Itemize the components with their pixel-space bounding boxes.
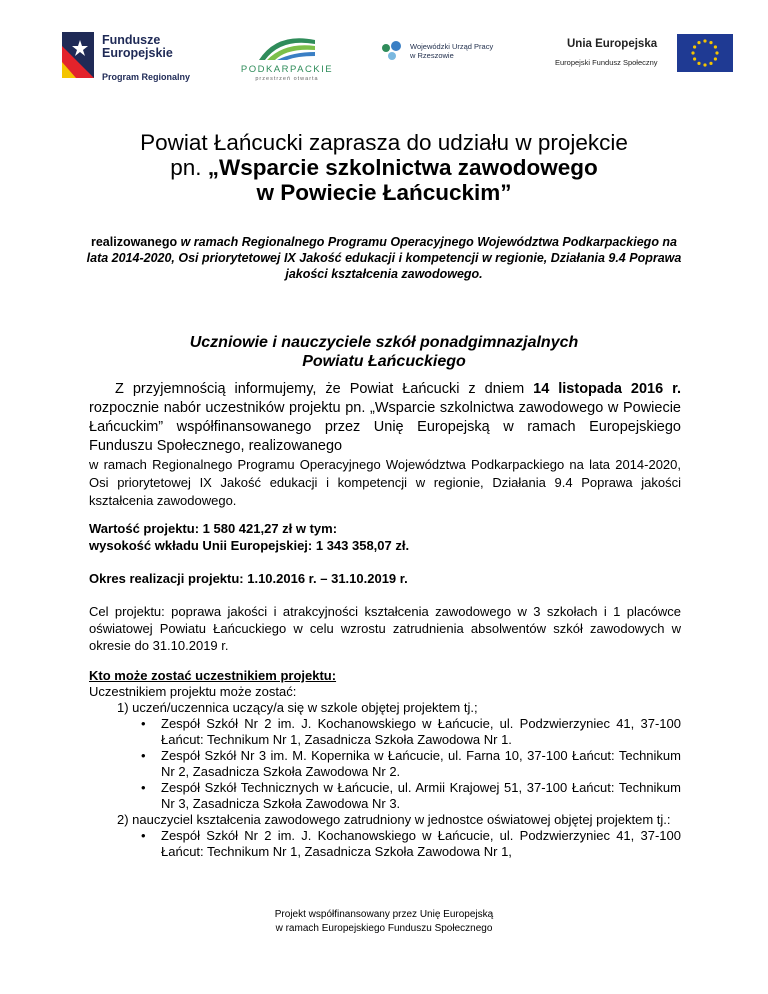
podkarpackie-name: PODKARPACKIE [240, 64, 334, 75]
fundusze-europejskie-logo [62, 28, 232, 88]
program-subtitle: realizowanego w ramach Regionalnego Programu Operacyjnego Województwa Podkarpackiego na lata 2014-2020, Osi priorytetowej IX Jakość edukacji i kompetencji w regionie, Działania 9.4 Poprawa jakości kształcenia zawodowego. [86, 235, 682, 281]
list-item: • Zespół Szkół Nr 2 im. J. Kochanowskiego w Łańcucie, ul. Podzwierzyniec 41, 37-100 Łańcut: Technikum Nr 1, Zasadnicza Szkoła Zawodowa Nr 1, [89, 828, 681, 860]
teachers-school-list [89, 828, 681, 860]
podkarpackie-hills-icon [257, 30, 317, 62]
list-item: • Zespół Szkół Nr 2 im. J. Kochanowskiego w Łańcucie, ul. Podzwierzyniec 41, 37-100 Łańcut: Technikum Nr 1, Zasadnicza Szkoła Zawodowa Nr 1. [89, 716, 681, 748]
ue-title: Unia Europejska [567, 38, 658, 50]
wup-logo [378, 36, 508, 76]
logo-bar [0, 22, 768, 92]
page-footer: Projekt współfinansowany przez Unię Europejską w ramach Europejskiego Funduszu Społecznego [274, 909, 494, 934]
fe-subtitle: Program Regionalny [102, 72, 191, 82]
list-item: • Zespół Szkół Technicznych w Łańcucie, ul. Armii Krajowej 51, 37-100 Łańcut: Technikum Nr 3, Zasadnicza Szkoła Zawodowa Nr 3. [89, 780, 681, 812]
eu-flag-icon [677, 34, 733, 72]
podkarpackie-logo [232, 28, 342, 88]
ue-subtitle: Europejski Fundusz Społeczny [555, 58, 658, 67]
project-goal: Cel projektu: poprawa jakości i atrakcyjności kształcenia zawodowego w 3 szkołach i 1 placówce oświatowej Powiatu Łańcuckiego w celu wzrostu zatrudnienia absolwentów szkół zawodowych w okresie do 31.10.2019 r. [89, 604, 681, 653]
eligibility-item-students: 1) uczeń/uczennica uczący/a się w szkole objętej projektem tj.; [117, 700, 478, 715]
unia-europejska-logo [555, 34, 735, 84]
students-school-list [89, 716, 681, 812]
eligibility-section [89, 668, 681, 860]
project-value: Wartość projektu: 1 580 421,27 zł w tym: wysokość wkładu Unii Europejskiej: 1 343 358,07 zł. [89, 521, 410, 553]
project-period: Okres realizacji projektu: 1.10.2016 r. – 31.10.2019 r. [89, 571, 408, 586]
eligibility-item-teachers: 2) nauczyciel kształcenia zawodowego zatrudniony w jednostce oświatowej objętej projektem tj.: [117, 812, 671, 827]
list-item: • Zespół Szkół Nr 3 im. M. Kopernika w Łańcucie, ul. Farna 10, 37-100 Łańcut: Technikum Nr 2, Zasadnicza Szkoła Zawodowa Nr 2. [89, 748, 681, 780]
fe-star-icon [62, 32, 94, 78]
wup-mark-icon [378, 38, 406, 64]
fe-name: Fundusze Europejskie [102, 33, 173, 60]
wup-name: Wojewódzki Urząd Pracy w Rzeszowie [410, 42, 494, 60]
page-title: Powiat Łańcucki zaprasza do udziału w projekcie pn. „Wsparcie szkolnictwa zawodowego w Powiecie Łańcuckim” [140, 130, 628, 205]
eligibility-heading: Kto może zostać uczestnikiem projektu: [89, 668, 337, 683]
intro-paragraph: Z przyjemnością informujemy, że Powiat Łańcucki z dniem 14 listopada 2016 r. rozpocznie nabór uczestników projektu pn. „Wsparcie szkolnictwa zawodowego w Powiecie Łańcuckim” współfinansowanego przez Unię Europejską w ramach Europejskiego Funduszu Społecznego, realizowanego w ramach Regionalnego Programu Operacyjnego Województwa Podkarpackiego na lata 2014-2020, Osi priorytetowej IX Jakość edukacji i kompetencji w regionie, Działania 9.4 Poprawa jakości kształcenia zawodowego. [89, 381, 682, 508]
target-audience: Uczniowie i nauczyciele szkół ponadgimnazjalnych Powiatu Łańcuckiego [189, 334, 579, 370]
eligibility-intro: Uczestnikiem projektu może zostać: [89, 684, 297, 699]
podkarpackie-slogan: przestrzeń otwarta [255, 76, 319, 82]
